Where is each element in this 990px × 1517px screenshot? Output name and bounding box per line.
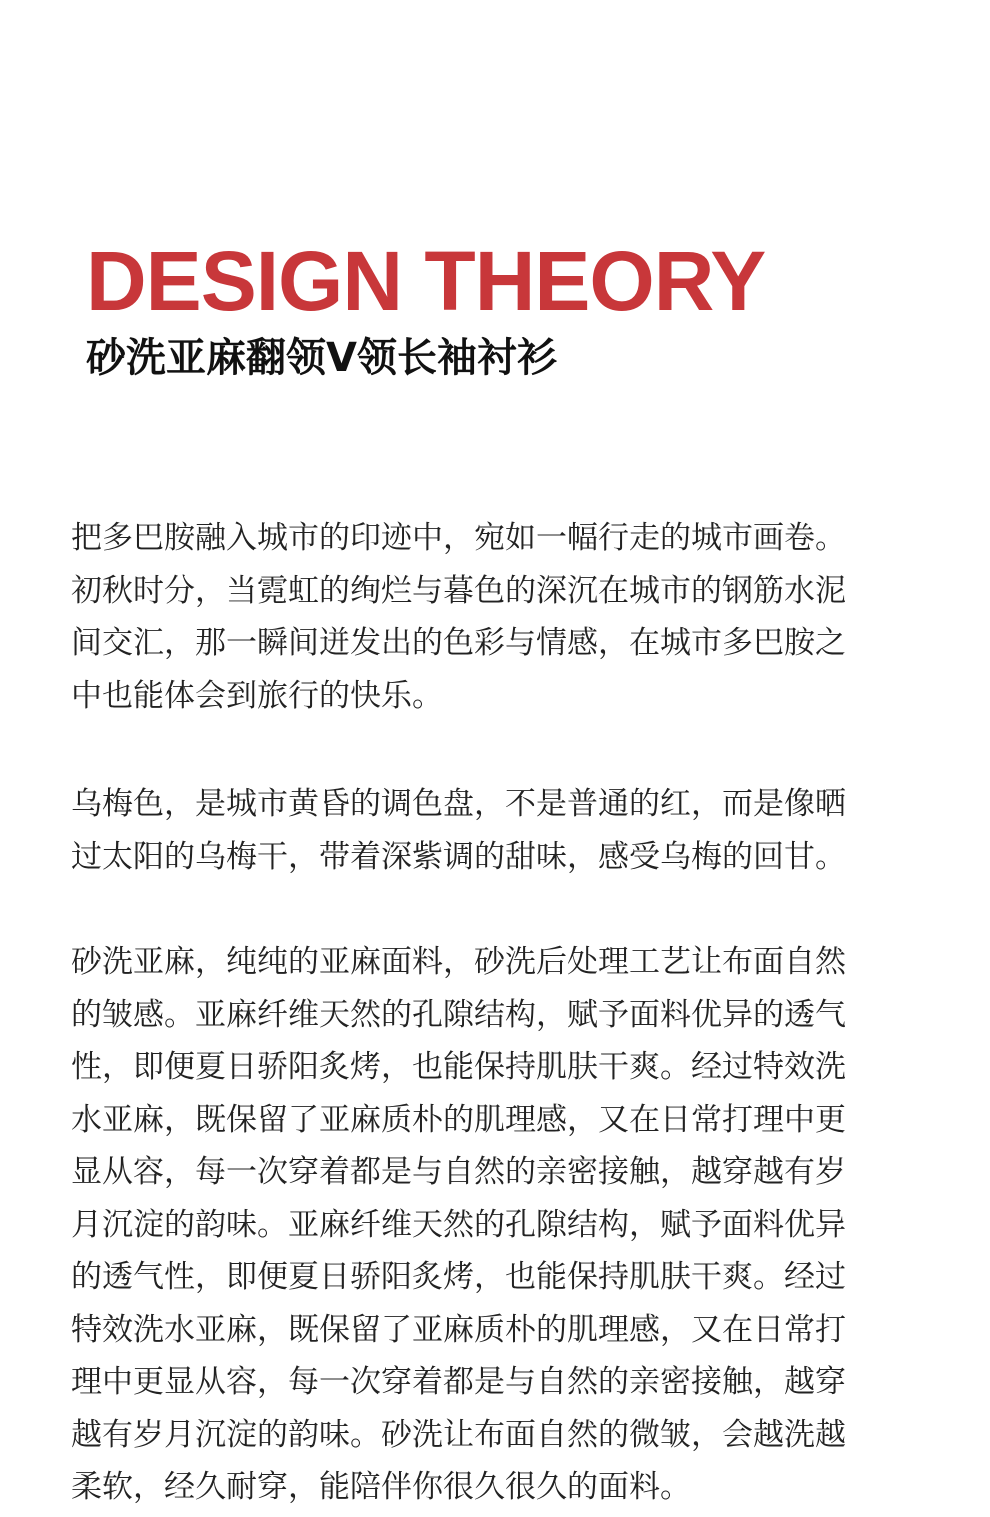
page-title: DESIGN THEORY — [86, 234, 766, 328]
paragraph-city-dopamine: 把多巴胺融入城市的印迹中，宛如一幅行走的城市画卷。 初秋时分，当霓虹的绚烂与暮色的深沉在城市的钢筋水泥 间交汇，那一瞬间迸发出的色彩与情感，在城市多巴胺之 中也能体会到旅行的快乐。 — [71, 520, 846, 714]
paragraph-washed-linen: 砂洗亚麻，纯纯的亚麻面料，砂洗后处理工艺让布面自然 的皱感。亚麻纤维天然的孔隙结构，赋予面料优异的透气 性，即便夏日骄阳炙烤，也能保持肌肤干爽。经过特效洗 水亚麻，既保留了亚麻质朴的肌理感，又在日常打理中更 显从容，每一次穿着都是与自然的亲密接触，越穿越有岁 月沉淀的韵味。亚麻纤维天然的孔隙结构，赋予面料优异 的透气性，即便夏日骄阳炙烤，也能保持肌肤干爽。经过 特效洗水亚麻，既保留了亚麻质朴的肌理感，又在日常打 理中更显从容，每一次穿着都是与自然的亲密接触，越穿 越有岁月沉淀的韵味。砂洗让布面自然的微皱，会越洗越 柔软，经久耐穿，能陪伴你很久很久的面料。 — [71, 944, 846, 1505]
paragraph-plum-color: 乌梅色，是城市黄昏的调色盘，不是普通的红，而是像晒 过太阳的乌梅干，带着深紫调的甜味，感受乌梅的回甘。 — [71, 786, 846, 875]
product-name: 砂洗亚麻翻领V领长袖衬衫 — [86, 335, 557, 381]
